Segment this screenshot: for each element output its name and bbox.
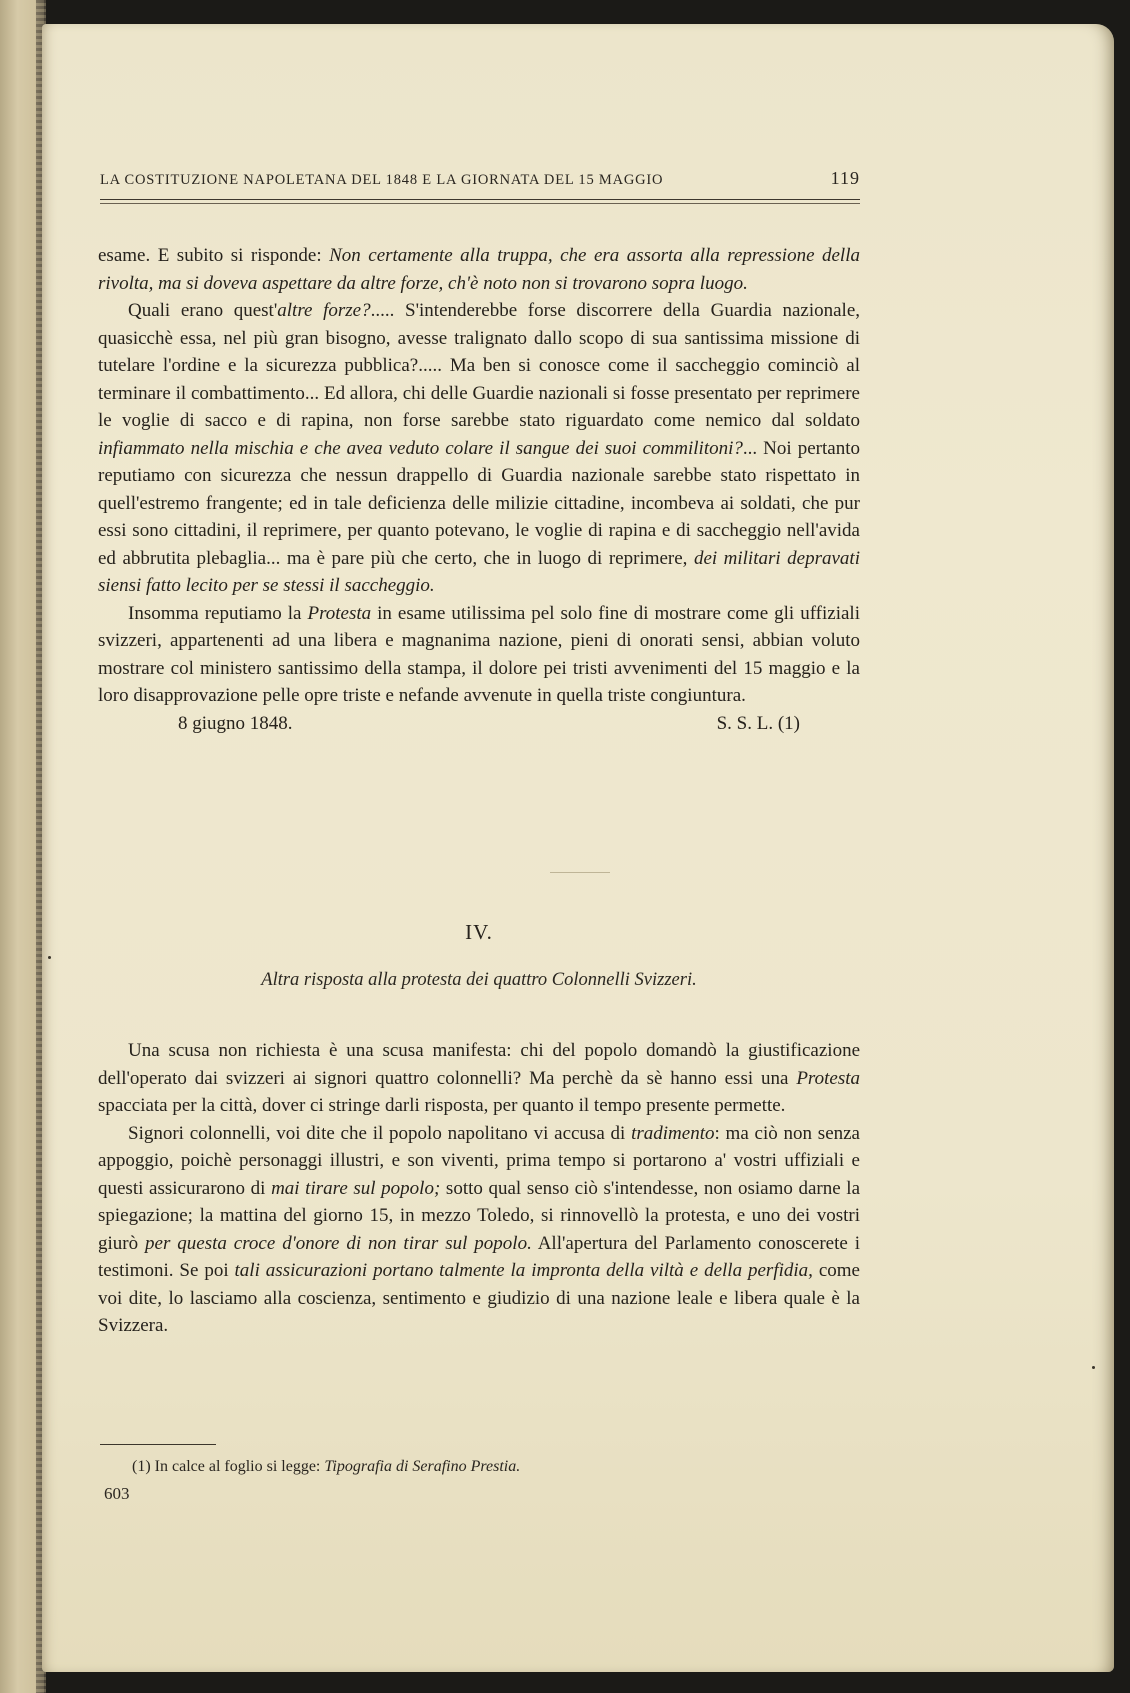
section-paragraph-2	[98, 1120, 860, 1340]
page-number: 119	[830, 168, 860, 188]
signature: S. S. L. (1)	[716, 712, 800, 734]
s1-text-c: spacciata per la città, dover ci stringe darli risposta, per quanto il tempo presente permette.	[98, 1095, 786, 1116]
s1-text-a: Una scusa non richiesta è una scusa manifesta: chi del popolo domandò la giustificazione dell'operato dai svizzeri ai signori quattro colonnelli? Ma perchè da sè hanno essi una	[98, 1040, 860, 1089]
section-separator	[550, 872, 610, 873]
s2-text-e: sotto qual senso ciò s'intendesse, non osiamo darne la spiegazione; la mattina del giorno 15, in mezzo Toledo, si rinnovellò la protesta, e uno dei vostri giurò	[98, 1177, 861, 1254]
running-title: LA COSTITUZIONE NAPOLETANA DEL 1848 E LA GIORNATA DEL 15 MAGGIO	[100, 172, 664, 188]
paragraph-1	[98, 242, 860, 297]
section-number: IV.	[465, 920, 493, 944]
paper-speck	[48, 956, 51, 959]
p2-text-c: ..... S'intenderebbe forse discorrere della Guardia nazionale, quasicchè essa, nel più gran bisogno, avesse tralignato dallo scopo di sua santissima missione di tutelare l'ordine e la sicurezza pubblica?..... Ma ben si conosce come il saccheggio cominciò al terminare il combattimento... Ed allora, chi delle Guardie nazionali si fosse presentato per reprimere le voglie di sacco e di rapina, non forse sarebbe stato riguardato come nemico dal soldato	[98, 300, 861, 431]
header-rule-thin	[100, 203, 860, 204]
s2-italic-b: tradimento	[631, 1122, 715, 1144]
s2-text-a: Signori colonnelli, voi dite che il popolo napolitano vi accusa di	[128, 1122, 632, 1144]
s2-italic-d: mai tirare sul popolo;	[271, 1177, 441, 1199]
p3-text-c: in esame utilissima pel solo fine di mostrare come gli uffiziali svizzeri, appartenenti ad una libera e magnanima nazione, pieni di onorati sensi, abbian voluto mostrare col ministero santissimo della stampa, il dolore pei tristi avvenimenti del 15 maggio e la loro disapprovazione pelle opre triste e nefande avvenute in quella triste congiuntura.	[98, 602, 860, 706]
section-subtitle: Altra risposta alla protesta dei quattro Colonnelli Svizzeri.	[261, 970, 697, 990]
s1-italic-b: Protesta	[796, 1067, 860, 1089]
s2-italic-f: per questa croce d'onore di non tirar sul popolo.	[145, 1232, 532, 1254]
s2-text-c: : ma ciò non senza appoggio, poichè personaggi illustri, e son viventi, prima tempo si portarono a' vostri uffiziali e questi assicurarono di	[98, 1122, 860, 1199]
paper-speck	[1092, 1366, 1095, 1369]
p2-italic-d: infiammato nella mischia e che avea veduto colare il sangue dei suoi commilitoni?	[98, 437, 743, 459]
section-text	[98, 1037, 860, 1340]
date-signature-line	[98, 710, 860, 738]
p2-italic-f: dei militari depravati siensi fatto lecito per se stessi il saccheggio.	[98, 547, 860, 596]
paragraph-2	[98, 297, 860, 600]
p2-text-a: Quali erano quest'	[128, 300, 278, 321]
date: 8 giugno 1848.	[178, 712, 293, 734]
p3-text-a: Insomma reputiamo la	[128, 602, 308, 624]
footnote-rule	[100, 1444, 216, 1445]
s2-text-g: All'apertura del Parlamento conoscerete i testimoni. Se poi	[98, 1232, 860, 1281]
section-paragraph-1	[98, 1037, 860, 1120]
p1-italic: Non certamente alla truppa, che era assorta alla repressione della rivolta, ma si doveva aspettare da altre forze, ch'è noto non si trovarono sopra luogo.	[98, 245, 860, 294]
p3-italic-b: Protesta	[307, 602, 372, 624]
footnote-text: (1) In calce al foglio si legge:	[132, 1458, 325, 1475]
running-head	[100, 168, 860, 189]
p2-italic-b: altre forze?	[277, 300, 371, 321]
header-rule	[100, 199, 860, 200]
p2-text-e: ... Noi pertanto reputiamo con sicurezza che nessun drappello di Guardia nazionale sarebbe stato rispettato in quell'estremo frangente; ed in tale deficienza delle milizie cittadine, incombeva ai soldati, che pur essi sono cittadini, il reprimere, per quanto potevano, le voglie di rapina e di saccheggio nell'avida ed abbrutita plebaglia... ma è pare più che certo, che in luogo di reprimere,	[98, 437, 860, 569]
footnote-italic: Tipografia di Serafino Prestia.	[324, 1458, 521, 1475]
paragraph-3	[98, 600, 860, 710]
p1-text: esame. E subito si risponde:	[98, 245, 330, 266]
s2-italic-h: tali assicurazioni portano talmente la impronta della viltà e della perfidia,	[234, 1260, 813, 1281]
footnote	[132, 1458, 832, 1476]
main-text	[98, 242, 860, 737]
s2-text-i: come voi dite, lo lasciamo alla coscienza, sentimento e giudizio di una nazione leale e libera quale è la Svizzera.	[98, 1260, 860, 1336]
printer-signature-mark: 603	[104, 1484, 130, 1503]
